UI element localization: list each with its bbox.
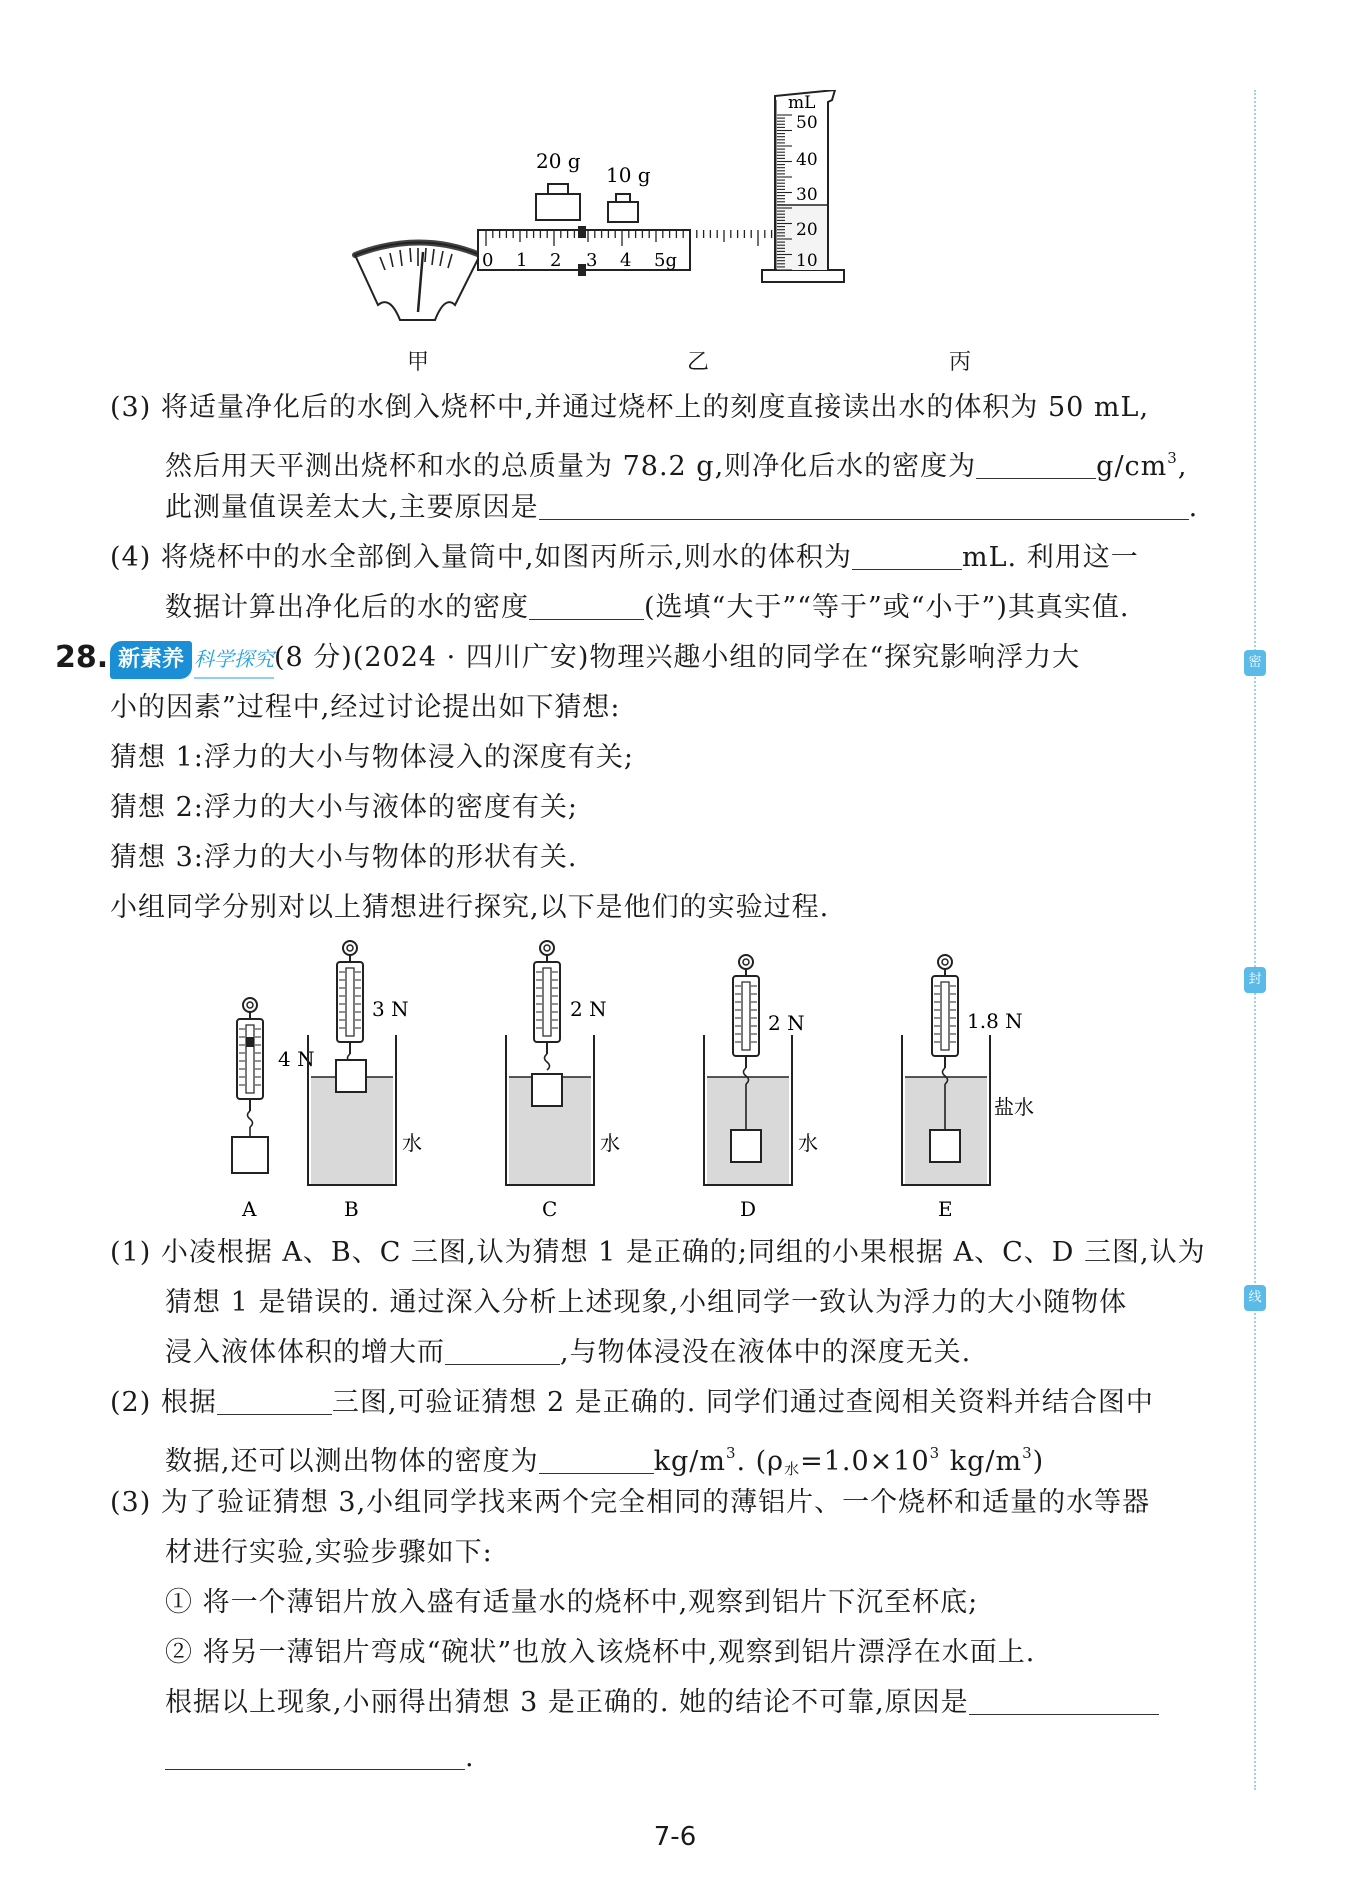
setup-C (506, 941, 620, 1220)
svg-text:40: 40 (796, 150, 818, 170)
answer-blank-figures[interactable] (217, 1386, 332, 1415)
svg-text:水: 水 (798, 1131, 818, 1155)
answer-blank-reason-part1[interactable] (969, 1686, 1159, 1715)
badge-science-inquiry: 科学探究 (194, 641, 274, 679)
svg-text:4: 4 (620, 250, 632, 271)
svg-text:盐水: 盐水 (994, 1095, 1034, 1119)
q28-guess2: 猜想 2:浮力的大小与液体的密度有关; (110, 792, 578, 823)
svg-text:50: 50 (796, 113, 818, 133)
q28-p3-line1: (3) 为了验证猜想 3,小组同学找来两个完全相同的薄铝片、一个烧杯和适量的水等器 (110, 1487, 1151, 1518)
badge-new-literacy: 新素养 (110, 641, 192, 679)
side-tab-mi: 密 (1244, 650, 1266, 676)
svg-text:4 N: 4 N (278, 1047, 315, 1071)
answer-blank-compare[interactable] (529, 591, 644, 620)
balance-dial (355, 243, 480, 321)
answer-blank-error-reason[interactable] (539, 491, 1189, 520)
svg-text:2: 2 (550, 250, 562, 271)
svg-text:2 N: 2 N (768, 1011, 805, 1035)
svg-text:3 N: 3 N (372, 997, 409, 1021)
q27-p3-line3: 此测量值误差太大,主要原因是 . (165, 492, 1199, 523)
q28-p2-line1: (2) 根据 三图,可验证猜想 2 是正确的. 同学们通过查阅相关资料并结合图中 (110, 1387, 1154, 1418)
q28-p2-line2: 数据,还可以测出物体的密度为 $kg/m^3$. ($\rho_水=1.0\times 10^3$ $kg/m^3$) (165, 1444, 1045, 1478)
q27-p4-line2: 数据计算出净化后的水的密度 (选填“大于”“等于”或“小于”)其真实值. (165, 592, 1130, 623)
q28-p1-line2: 猜想 1 是错误的. 通过深入分析上述现象,小组同学一致认为浮力的大小随物体 (165, 1287, 1128, 1318)
svg-text:水: 水 (600, 1131, 620, 1155)
svg-text:20: 20 (796, 220, 818, 240)
answer-blank-density[interactable] (976, 450, 1096, 479)
weights-and-scale (478, 149, 826, 276)
q27-p4-line1: (4) 将烧杯中的水全部倒入量筒中,如图丙所示,则水的体积为 mL. 利用这一 (110, 542, 1139, 573)
svg-text:3: 3 (586, 250, 598, 271)
setup-B (308, 941, 422, 1220)
question-number-28: 28. (55, 640, 109, 675)
figure-buoyancy-experiment (210, 940, 1140, 1220)
figure-label-yi: 乙 (686, 350, 709, 375)
q28-p3-line2: 材进行实验,实验步骤如下: (165, 1537, 493, 1568)
q28-intro-line1: 新素养 科学探究(8 分)(2024 · 四川广安)物理兴趣小组的同学在“探究影响浮力大 (110, 640, 1080, 679)
figure-label-bing: 丙 (948, 350, 971, 375)
q28-step2: ② 将另一薄铝片弯成“碗状”也放入该烧杯中,观察到铝片漂浮在水面上. (165, 1637, 1036, 1668)
side-tab-xian: 线 (1244, 1285, 1266, 1311)
q28-guess1: 猜想 1:浮力的大小与物体浸入的深度有关; (110, 742, 634, 773)
setup-E (902, 955, 1034, 1220)
svg-text:1: 1 (516, 250, 528, 271)
weight-20g-label: 20 g (536, 149, 581, 173)
q28-step1: ① 将一个薄铝片放入盛有适量水的烧杯中,观察到铝片下沉至杯底; (165, 1587, 979, 1618)
q28-p1-line1: (1) 小凌根据 A、B、C 三图,认为猜想 1 是正确的;同组的小果根据 A、C、D 三图,认为 (110, 1237, 1206, 1268)
answer-blank-object-density[interactable] (539, 1445, 654, 1474)
svg-text:D: D (740, 1197, 757, 1220)
svg-text:30: 30 (796, 185, 818, 205)
answer-blank-reason-part2[interactable] (165, 1741, 465, 1770)
measuring-cylinder (762, 90, 844, 282)
weight-10g-label: 10 g (606, 163, 651, 187)
q28-intro-line2: 小的因素”过程中,经过讨论提出如下猜想: (110, 692, 621, 723)
binding-line (1254, 90, 1256, 1790)
q28-p1-line3: 浸入液体体积的增大而 ,与物体浸没在液体中的深度无关. (165, 1337, 972, 1368)
q28-p3-line4: . (165, 1740, 475, 1776)
figure-label-jia: 甲 (406, 350, 429, 375)
q28-process: 小组同学分别对以上猜想进行探究,以下是他们的实验过程. (110, 892, 830, 923)
svg-text:0: 0 (482, 250, 494, 271)
svg-text:10: 10 (796, 251, 818, 271)
q28-guess3: 猜想 3:浮力的大小与物体的形状有关. (110, 842, 578, 873)
answer-blank-trend[interactable] (445, 1336, 560, 1365)
answer-blank-volume[interactable] (852, 541, 962, 570)
svg-text:5g: 5g (654, 250, 677, 271)
svg-text:C: C (542, 1197, 558, 1220)
svg-text:B: B (344, 1197, 359, 1220)
svg-text:E: E (938, 1197, 953, 1220)
svg-text:A: A (242, 1197, 257, 1220)
side-tab-feng: 封 (1244, 967, 1266, 993)
setup-A (232, 998, 315, 1220)
svg-text:mL: mL (788, 93, 816, 113)
q27-p3-line2: 然后用天平测出烧杯和水的总质量为 78.2 g,则净化后水的密度为 $g/cm^3$, (165, 449, 1188, 482)
svg-text:水: 水 (402, 1131, 422, 1155)
q27-p3-line1: (3) 将适量净化后的水倒入烧杯中,并通过烧杯上的刻度直接读出水的体积为 50 mL, (110, 392, 1150, 423)
setup-D (704, 955, 818, 1220)
q28-p3-line3: 根据以上现象,小丽得出猜想 3 是正确的. 她的结论不可靠,原因是 (165, 1685, 1159, 1721)
page-number: 7-6 (653, 1822, 697, 1852)
svg-text:2 N: 2 N (570, 997, 607, 1021)
svg-text:1.8 N: 1.8 N (967, 1009, 1023, 1033)
